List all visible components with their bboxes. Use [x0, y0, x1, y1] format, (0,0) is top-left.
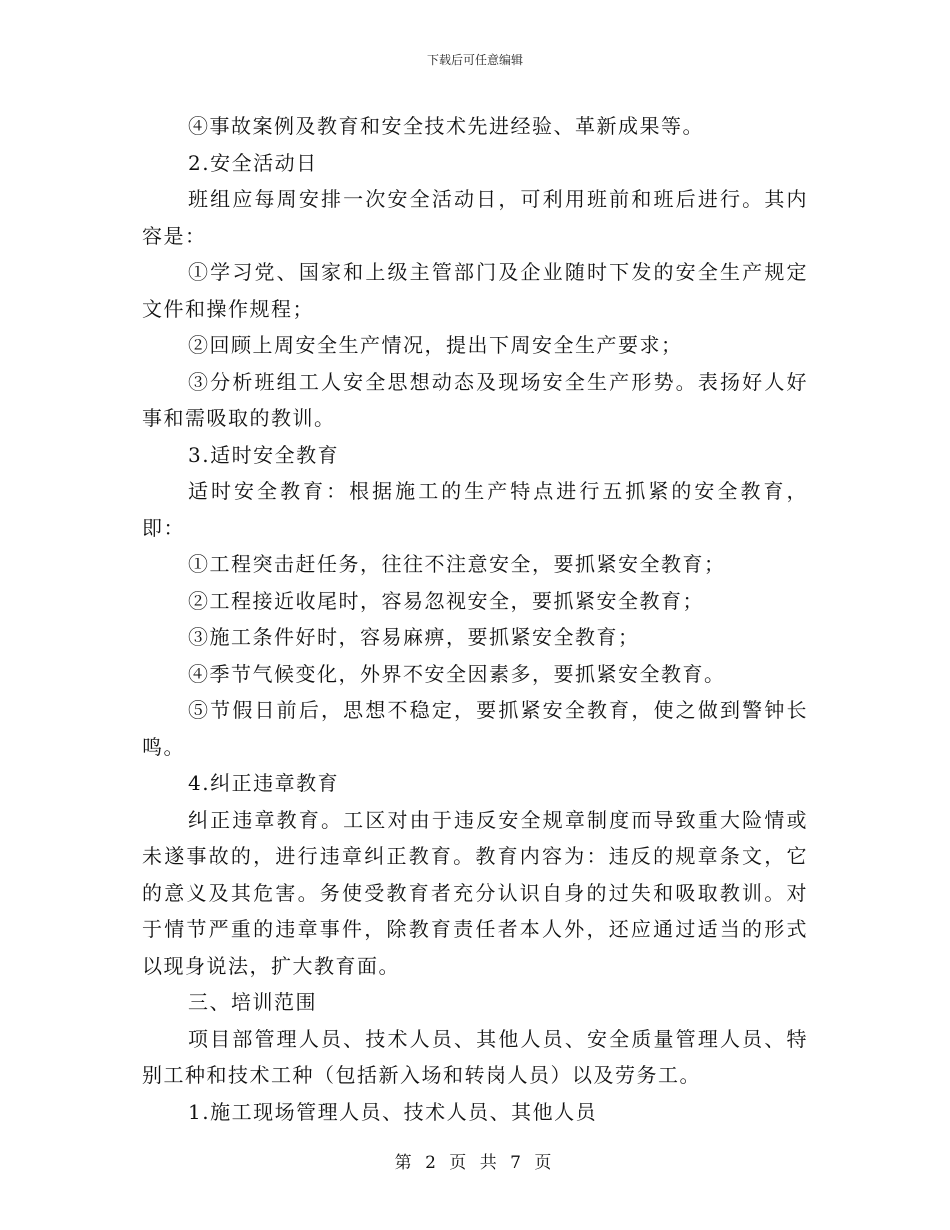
- page-header: 下载后可任意编辑: [426, 53, 523, 67]
- paragraph-timely-item-1: ①工程突击赶任务，往往不注意安全，要抓紧安全教育；: [188, 552, 726, 576]
- paragraph-timely-item-4: ④季节气候变化，外界不安全因素多，要抓紧安全教育。: [188, 661, 726, 686]
- heading-site-staff: 1.施工现场管理人员、技术人员、其他人员: [188, 1099, 598, 1124]
- paragraph-violation-correction: 纠正违章教育。工区对由于违反安全规章制度而导致重大险情或未遂事故的，进行违章纠正教育。教育内容为：违反的规章条文，它的意义及其危害。务使受教育者充分认识自身的过失和吸取教训。对于情节严重的违章事件，除教育责任者本人外，还应通过适当的形式以现身说法，扩大教育面。: [142, 807, 808, 978]
- paragraph-activity-item-2: ②回顾上周安全生产情况，提出下周安全生产要求；: [188, 333, 683, 357]
- heading-timely-education: 3.适时安全教育: [188, 442, 340, 467]
- paragraph-activity-item-1: ①学习党、国家和上级主管部门及企业随时下发的安全生产规定文件和操作规程；: [142, 260, 808, 321]
- paragraph-timely-item-5: ⑤节假日前后，思想不稳定，要抓紧安全教育，使之做到警钟长鸣。: [142, 698, 808, 759]
- heading-violation-correction: 4.纠正违章教育: [188, 771, 340, 795]
- paragraph-timely-item-2: ②工程接近收尾时，容易忽视安全，要抓紧安全教育；: [188, 588, 704, 613]
- heading-training-scope: 三、培训范围: [188, 990, 317, 1014]
- heading-safety-activity-day: 2.安全活动日: [188, 150, 318, 175]
- paragraph-timely-intro: 适时安全教育：根据施工的生产特点进行五抓紧的安全教育，即：: [142, 479, 808, 540]
- paragraph-timely-item-3: ③施工条件好时，容易麻痹，要抓紧安全教育；: [188, 625, 640, 649]
- paragraph-case-studies: ④事故案例及教育和安全技术先进经验、革新成果等。: [188, 114, 704, 138]
- paragraph-activity-item-3: ③分析班组工人安全思想动态及现场安全生产形势。表扬好人好事和需吸取的教训。: [142, 369, 808, 430]
- paragraph-training-scope: 项目部管理人员、技术人员、其他人员、安全质量管理人员、特别工种和技术工种（包括新入场和转岗人员）以及劳务工。: [142, 1026, 808, 1087]
- page-number: 第 2 页 共 7 页: [394, 1153, 556, 1173]
- paragraph-activity-day-intro: 班组应每周安排一次安全活动日，可利用班前和班后进行。其内容是：: [142, 187, 808, 248]
- document-body: [142, 108, 808, 1130]
